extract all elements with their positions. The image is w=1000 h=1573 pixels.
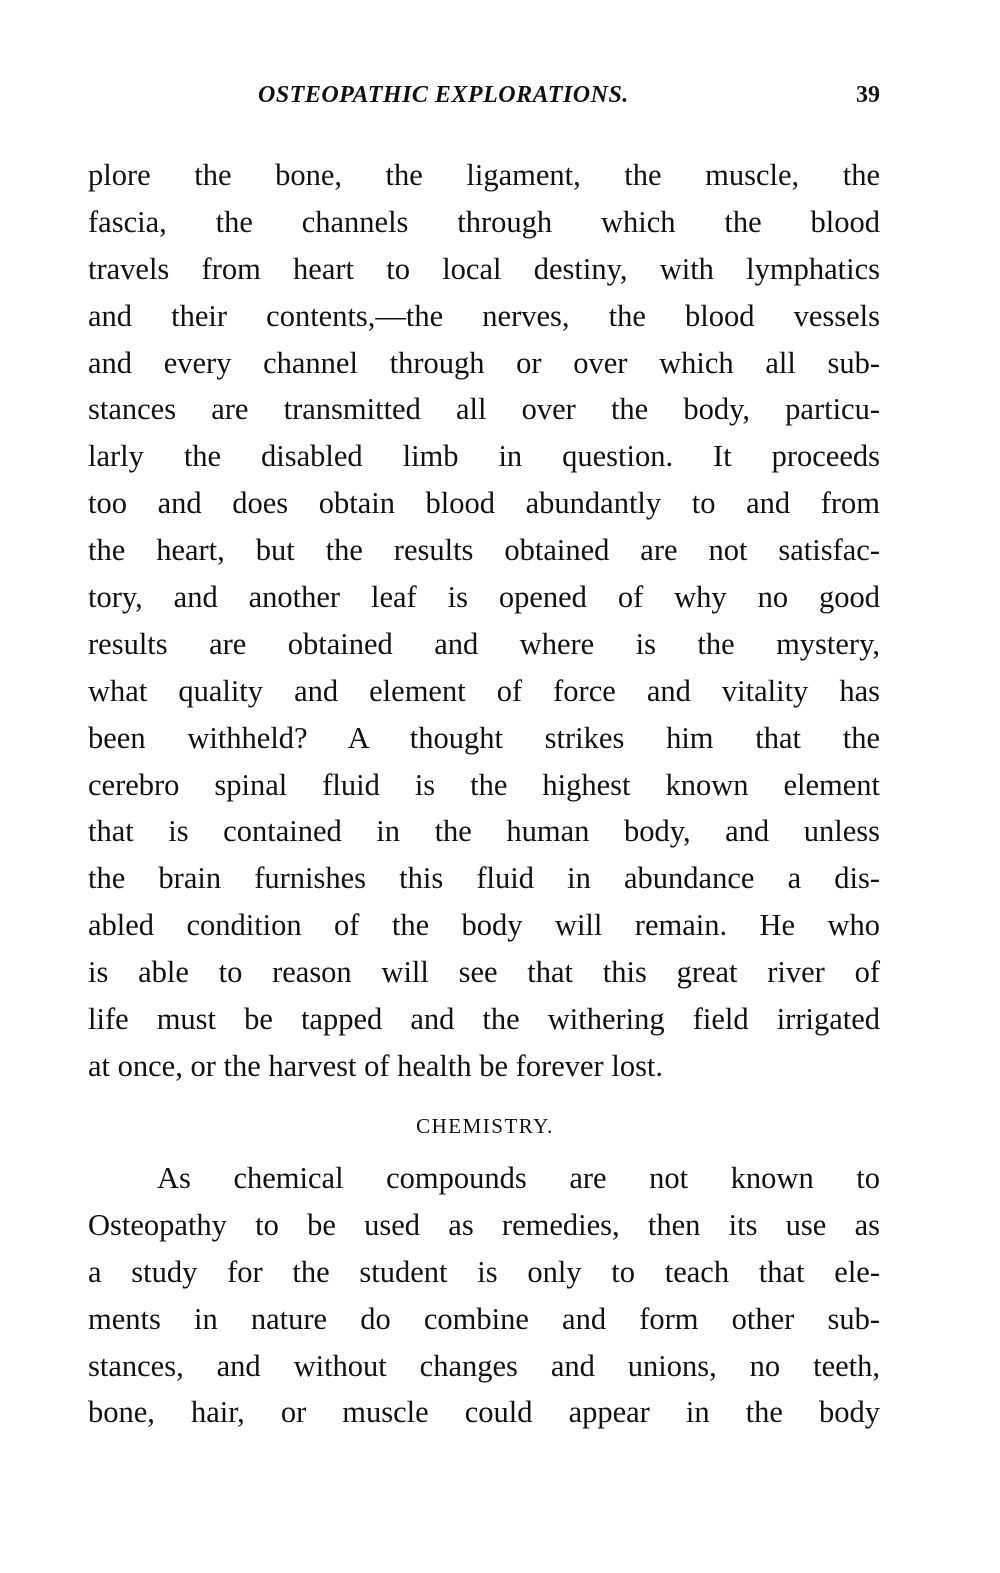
text-line: abled condition of the body will remain. He who	[88, 908, 880, 943]
paragraph-1	[88, 152, 880, 1090]
running-title: OSTEOPATHIC EXPLORATIONS.	[258, 82, 629, 108]
paragraph-2	[88, 1155, 880, 1436]
page-number: 39	[856, 82, 880, 108]
text-line: plore the bone, the ligament, the muscle, the	[88, 158, 880, 192]
text-line: a study for the student is only to teach that ele-	[88, 1254, 880, 1289]
text-line: fascia, the channels through which the blood	[88, 204, 880, 239]
section-heading: CHEMISTRY.	[416, 1114, 554, 1138]
text-line: that is contained in the human body, and unless	[88, 814, 880, 849]
text-line: results are obtained and where is the mystery,	[88, 626, 880, 661]
text-line: life must be tapped and the withering field irrigated	[88, 1002, 880, 1037]
page-header	[88, 82, 880, 122]
text-line: bone, hair, or muscle could appear in the body	[88, 1395, 880, 1430]
text-line: larly the disabled limb in question. It proceeds	[88, 439, 880, 474]
text-line: tory, and another leaf is opened of why no good	[88, 580, 880, 615]
text-line: and their contents,—the nerves, the blood vessels	[88, 298, 880, 333]
text-line: the brain furnishes this fluid in abundance a dis-	[88, 861, 880, 896]
text-line: what quality and element of force and vitality has	[88, 673, 880, 708]
text-line: too and does obtain blood abundantly to and from	[88, 486, 880, 521]
text-line: been withheld? A thought strikes him that the	[88, 720, 880, 755]
text-line: and every channel through or over which all sub-	[88, 345, 880, 380]
text-line: stances are transmitted all over the body, particu-	[88, 392, 880, 427]
text-line: stances, and without changes and unions, no teeth,	[88, 1348, 880, 1383]
text-line: As chemical compounds are not known to	[157, 1161, 880, 1195]
text-line: travels from heart to local destiny, with lymphatics	[88, 251, 880, 286]
text-line: the heart, but the results obtained are not satisfac-	[88, 533, 880, 568]
text-line: Osteopathy to be used as remedies, then its use as	[88, 1207, 880, 1242]
text-line: at once, or the harvest of health be forever lost.	[88, 1048, 664, 1083]
text-line: ments in nature do combine and form other sub-	[88, 1301, 880, 1336]
text-line: is able to reason will see that this great river of	[88, 955, 880, 990]
text-line: cerebro spinal fluid is the highest known element	[88, 767, 880, 802]
